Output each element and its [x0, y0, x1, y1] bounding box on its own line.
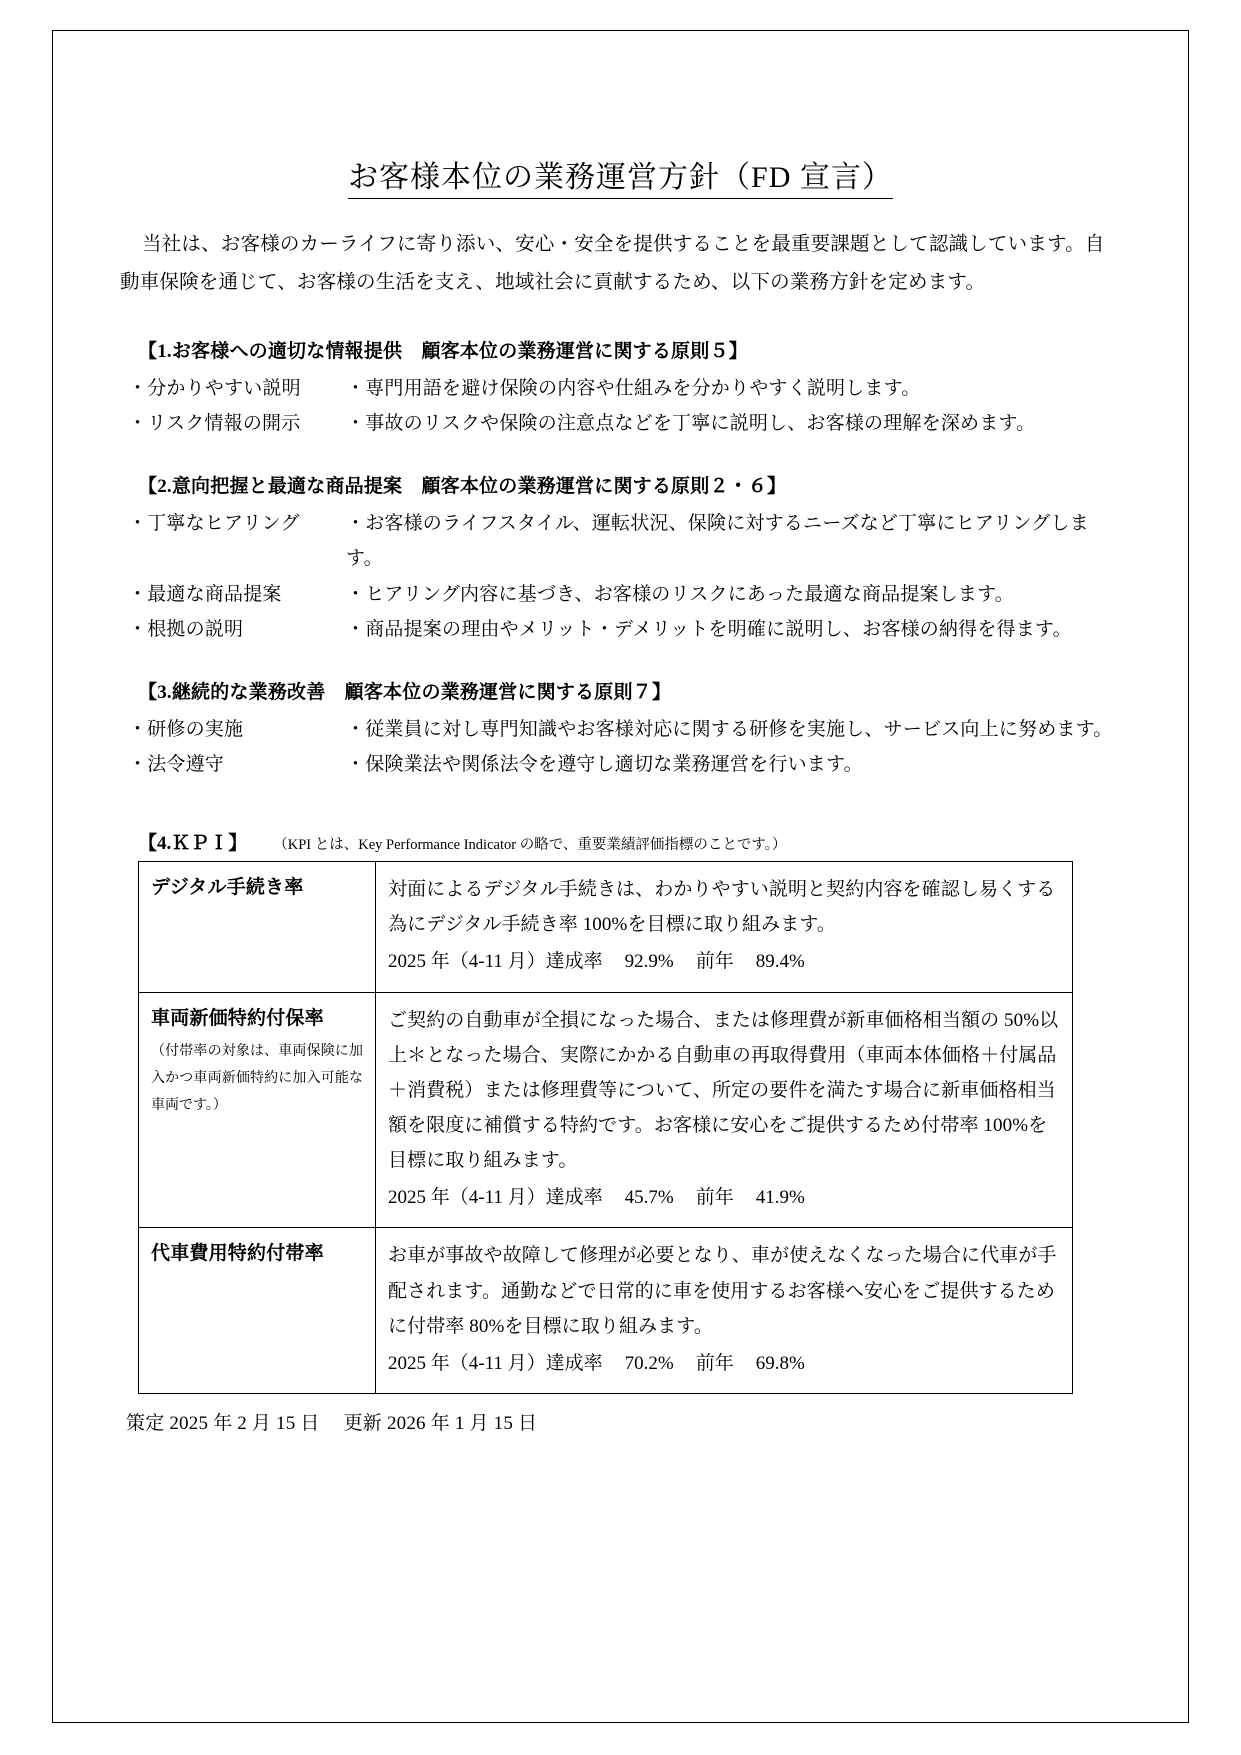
section-3 [120, 677, 1121, 782]
kpi-result-value: 92.9% [624, 951, 674, 973]
section-3-heading: 【3.継続的な業務改善 顧客本位の業務運営に関する原則７】 [138, 681, 672, 703]
bullet-label: ・丁寧なヒアリング [128, 513, 300, 535]
kpi-result [388, 1346, 1060, 1381]
bullet-label: ・最適な商品提案 [128, 583, 282, 605]
kpi-detail-cell [376, 992, 1073, 1228]
bullet-label: ・根拠の説明 [128, 618, 244, 640]
kpi-name-note: （付帯率の対象は、車両保険に加入かつ車両新価特約に加入可能な車両です。） [151, 1043, 363, 1114]
bullet-body: ・従業員に対し専門知識やお客様対応に関する研修を実施し、サービス向上に努めます。 [346, 718, 1113, 740]
bullet-body: ・事故のリスクや保険の注意点などを丁寧に説明し、お客様の理解を深めます。 [346, 413, 1036, 435]
kpi-prev-label: 前年 [695, 1187, 734, 1209]
kpi-prev-value: 41.9% [755, 1187, 805, 1209]
kpi-result [388, 1180, 1060, 1215]
kpi-description: お車が事故や故障して修理が必要となり、車が使えなくなった場合に代車が手配されます。通勤などで日常的に車を使用するお客様へ安心をご提供するために付帯率 80%を目標に取り組みます。 [388, 1245, 1057, 1337]
kpi-result-value: 45.7% [624, 1187, 674, 1209]
bullet-body: ・保険業法や関係法令を遵守し適切な業務運営を行います。 [346, 754, 863, 776]
established-date: 策定 2025 年 2 月 15 日 [126, 1412, 320, 1434]
section-3-item-1 [128, 712, 1121, 747]
table-row [139, 862, 1073, 992]
kpi-heading: 【4.ＫＰＩ】 [138, 833, 248, 855]
section-1-item-2 [128, 406, 1121, 441]
kpi-heading-row [138, 828, 1121, 855]
kpi-prev-value: 89.4% [755, 951, 805, 973]
kpi-name: デジタル手続き率 [151, 877, 304, 899]
kpi-name: 代車費用特約付帯率 [151, 1243, 324, 1265]
kpi-prev-label: 前年 [695, 951, 734, 973]
bullet-body: ・商品提案の理由やメリット・デメリットを明確に説明し、お客様の納得を得ます。 [346, 618, 1072, 640]
kpi-prev-value: 69.8% [755, 1352, 805, 1374]
kpi-result-label: 2025 年（4-11 月）達成率 [388, 951, 603, 973]
section-2-item-3 [128, 612, 1121, 647]
bullet-label: ・リスク情報の開示 [128, 413, 301, 435]
kpi-description: ご契約の自動車が全損になった場合、または修理費が新車価格相当額の 50%以上＊となった場合、実際にかかる自動車の再取得費用（車両本体価格＋付属品＋消費税）または修理費等について、所定の要件を満たす場合に新車価格相当額を限度に補償する特約です。お客様に安心をご提供するため付帯率 100%を目標に取り組みます。 [388, 1009, 1059, 1172]
section-2 [120, 471, 1121, 647]
table-row [139, 1228, 1073, 1394]
kpi-result-label: 2025 年（4-11 月）達成率 [388, 1187, 603, 1209]
kpi-name-cell [139, 1228, 376, 1394]
section-1 [120, 336, 1121, 441]
kpi-result-value: 70.2% [624, 1352, 674, 1374]
section-3-item-2 [128, 747, 1121, 782]
kpi-name-cell [139, 862, 376, 992]
kpi-note: （KPI とは、Key Performance Indicator の略で、重要業績評価指標のことです。） [273, 837, 787, 854]
kpi-description: 対面によるデジタル手続きは、わかりやすい説明と契約内容を確認し易くする為にデジタル手続き率 100%を目標に取り組みます。 [388, 879, 1056, 936]
updated-date: 更新 2026 年 1 月 15 日 [343, 1412, 538, 1434]
page-title-text: お客様本位の業務運営方針（FD 宣言） [348, 161, 893, 199]
bullet-body: ・専門用語を避け保険の内容や仕組みを分かりやすく説明します。 [346, 378, 921, 400]
bullet-label: ・法令遵守 [128, 754, 225, 776]
kpi-name-cell [139, 992, 376, 1228]
page-title [120, 152, 1121, 196]
intro-paragraph: 当社は、お客様のカーライフに寄り添い、安心・安全を提供することを最重要課題として認識しています。自動車保険を通じて、お客様の生活を支え、地域社会に貢献するため、以下の業務方針を定めます。 [120, 234, 1105, 294]
table-row [139, 992, 1073, 1228]
footer-dates [126, 1408, 1121, 1435]
kpi-detail-cell [376, 1228, 1073, 1394]
kpi-table [138, 861, 1073, 1394]
bullet-label: ・研修の実施 [128, 718, 244, 740]
bullet-body: ・お客様のライフスタイル、運転状況、保険に対するニーズなど丁寧にヒアリングします。 [346, 513, 1089, 570]
kpi-result-label: 2025 年（4-11 月）達成率 [388, 1352, 603, 1374]
kpi-result [388, 944, 1060, 979]
kpi-prev-label: 前年 [695, 1352, 734, 1374]
section-2-item-1 [128, 506, 1121, 576]
section-2-heading: 【2.意向把握と最適な商品提案 顧客本位の業務運営に関する原則２・６】 [138, 476, 787, 498]
document-content [52, 40, 1189, 1435]
section-1-item-1 [128, 371, 1121, 406]
bullet-label: ・分かりやすい説明 [128, 378, 301, 400]
section-1-heading: 【1.お客様への適切な情報提供 顧客本位の業務運営に関する原則５】 [138, 341, 748, 363]
kpi-name: 車両新価特約付保率 [151, 1007, 324, 1029]
section-2-item-2 [128, 577, 1121, 612]
kpi-detail-cell [376, 862, 1073, 992]
bullet-body: ・ヒアリング内容に基づき、お客様のリスクにあった最適な商品提案します。 [346, 583, 1015, 605]
